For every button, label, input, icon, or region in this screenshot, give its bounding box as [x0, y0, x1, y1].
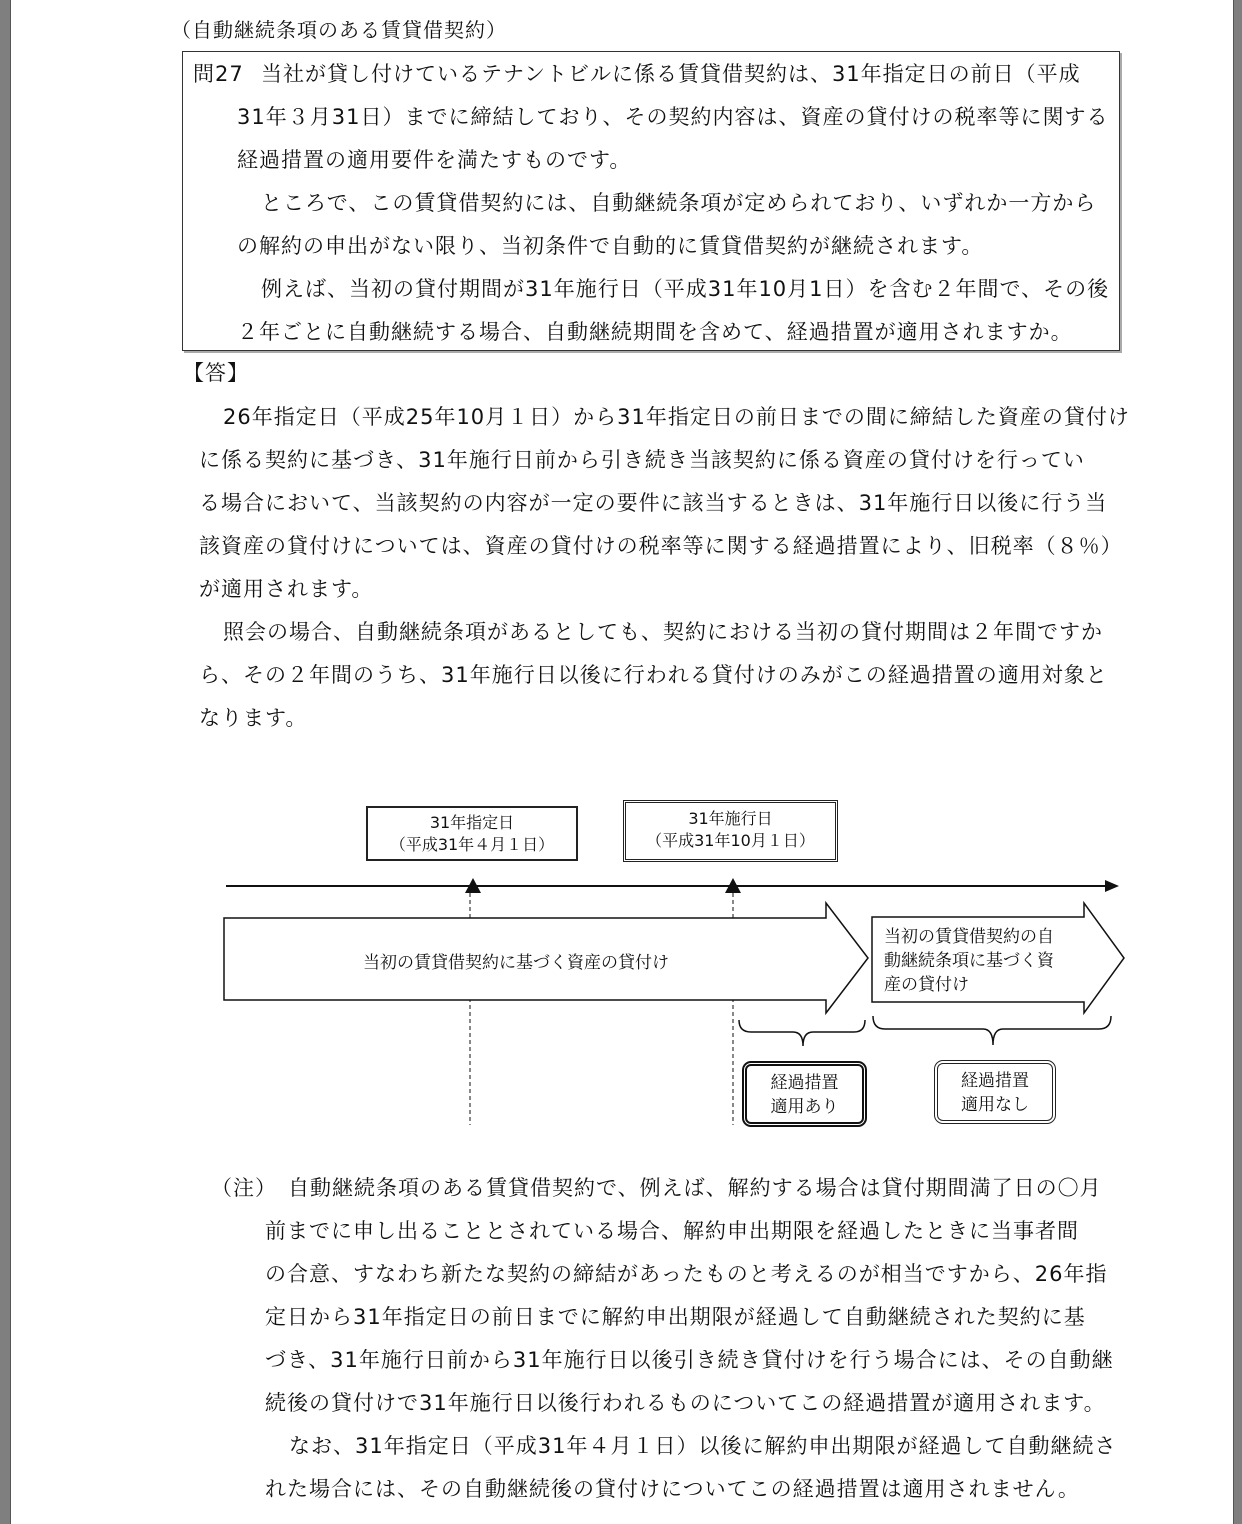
effective-day-label: 31年施行日 — [688, 809, 773, 828]
designated-day-box — [366, 806, 578, 861]
note-label: （注） — [211, 1176, 277, 1200]
effective-day-box — [623, 800, 838, 862]
question-line: 当社が貸し付けているテナントビルに係る賃貸借契約は、31年指定日の前日（平成 — [261, 62, 1081, 86]
question-line: 例えば、当初の貸付期間が31年施行日（平成31年10月1日）を含む２年間で、その後 — [261, 277, 1110, 301]
measure-applies-line: 適用あり — [770, 1097, 839, 1117]
document-page — [10, 0, 1234, 1524]
measure-not-applies-box — [934, 1060, 1056, 1124]
question-line: 31年３月31日）までに締結しており、その契約内容は、資産の貸付けの税率等に関する — [237, 105, 1109, 129]
designated-day-date: （平成31年４月１日） — [389, 835, 555, 854]
answer-line: 該資産の貸付けについては、資産の貸付けの税率等に関する経過措置により、旧税率（８％） — [199, 534, 1123, 558]
note-line: 続後の貸付けで31年施行日以後行われるものについてこの経過措置が適用されます。 — [265, 1391, 1106, 1415]
designated-day-marker — [465, 878, 481, 1125]
question-line: 経過措置の適用要件を満たすものです。 — [237, 148, 632, 172]
question-line: の解約の申出がない限り、当初条件で自動的に賃貸借契約が継続されます。 — [237, 234, 984, 258]
note-line: なお、31年指定日（平成31年４月１日）以後に解約申出期限が経過して自動継続さ — [289, 1434, 1117, 1458]
measure-not-applies-line: 経過措置 — [961, 1071, 1029, 1091]
auto-renewal-label-line: 動継続条項に基づく資 — [884, 951, 1054, 971]
answer-line: ら、その２年間のうち、31年施行日以後に行われる貸付けのみがこの経過措置の適用対象と — [199, 663, 1108, 687]
auto-renewal-label-line: 産の貸付け — [884, 975, 969, 995]
section-title: （自動継続条項のある賃貸借契約） — [171, 18, 507, 42]
note-line: 定日から31年指定日の前日までに解約申出期限が経過して自動継続された契約に基 — [265, 1305, 1086, 1329]
timeline-axis — [226, 880, 1119, 892]
answer-line: に係る契約に基づき、31年施行日前から引き続き当該契約に係る資産の貸付けを行ってい — [199, 448, 1085, 472]
note-line: づき、31年施行日前から31年施行日以後引き続き貸付けを行う場合には、その自動継 — [265, 1348, 1114, 1372]
measure-applies-box — [742, 1061, 867, 1127]
answer-line: 照会の場合、自動継続条項があるとしても、契約における当初の貸付期間は２年間ですか — [223, 620, 1103, 644]
note-line: 前までに申し出ることとされている場合、解約申出期限を経過したときに当事者間 — [265, 1219, 1079, 1243]
designated-day-label: 31年指定日 — [429, 813, 515, 832]
question-line: ところで、この賃貸借契約には、自動継続条項が定められており、いずれか一方から — [261, 191, 1097, 215]
note-line: の合意、すなわち新たな契約の締結があったものと考えるのが相当ですから、26年指 — [265, 1262, 1108, 1286]
applies-brace — [739, 1020, 865, 1046]
question-line: ２年ごとに自動継続する場合、自動継続期間を含めて、経過措置が適用されますか。 — [237, 320, 1073, 344]
question-number: 問27 — [193, 62, 244, 86]
answer-line: る場合において、当該契約の内容が一定の要件に該当するときは、31年施行日以後に行う当 — [199, 491, 1108, 515]
answer-label: 【答】 — [183, 361, 249, 385]
not-applies-brace — [873, 1016, 1111, 1045]
initial-lease-label: 当初の賃貸借契約に基づく資産の貸付け — [363, 953, 669, 973]
measure-not-applies-line: 適用なし — [961, 1095, 1029, 1115]
auto-renewal-label — [884, 925, 1054, 997]
answer-line: が適用されます。 — [199, 577, 374, 601]
answer-line: 26年指定日（平成25年10月１日）から31年指定日の前日までの間に締結した資産の貸付け — [223, 405, 1130, 429]
note-line: 自動継続条項のある賃貸借契約で、例えば、解約する場合は貸付期間満了日の〇月 — [288, 1176, 1102, 1200]
measure-applies-line: 経過措置 — [770, 1073, 839, 1093]
note-line: れた場合には、その自動継続後の貸付けについてこの経過措置は適用されません。 — [265, 1477, 1080, 1501]
auto-renewal-label-line: 当初の賃貸借契約の自 — [884, 927, 1054, 947]
effective-day-marker — [725, 878, 741, 1125]
timeline-diagram — [11, 0, 1233, 1524]
effective-day-date: （平成31年10月１日） — [646, 831, 815, 850]
answer-line: なります。 — [199, 706, 308, 730]
